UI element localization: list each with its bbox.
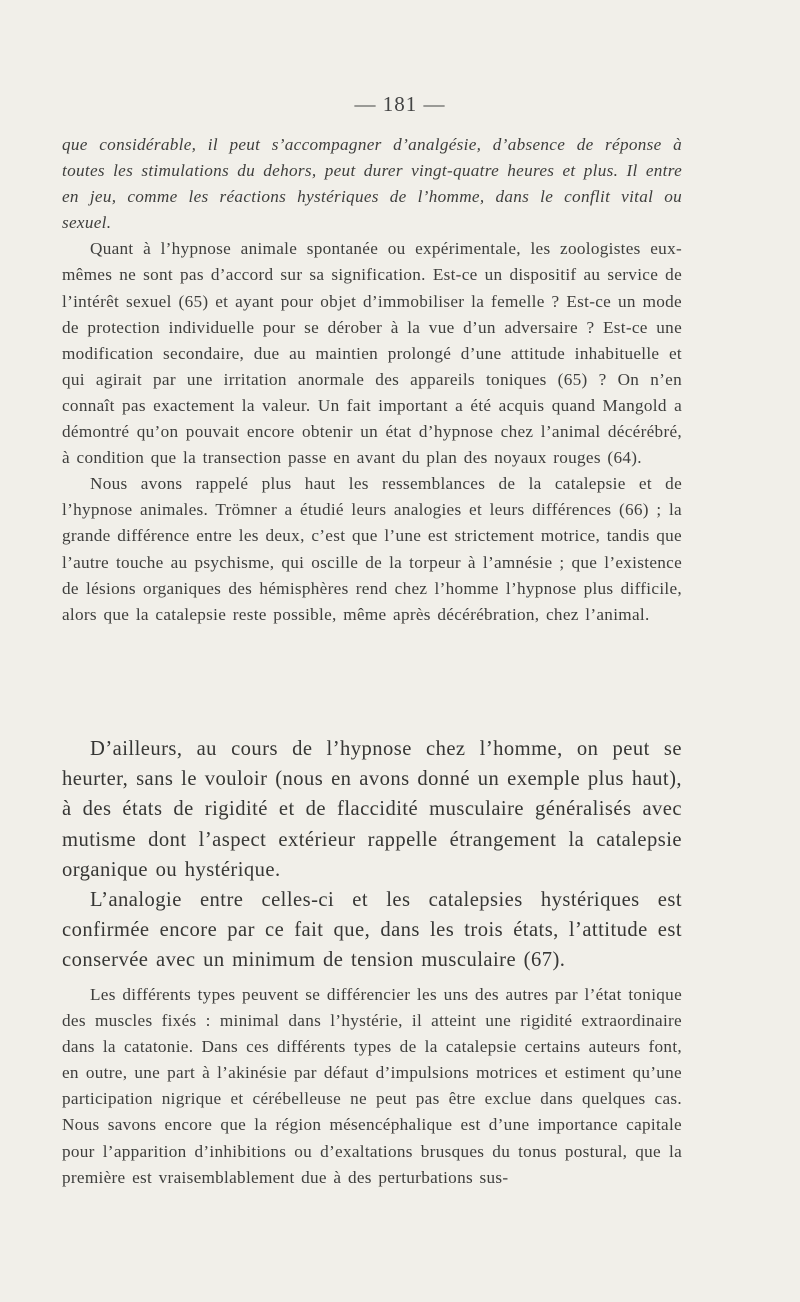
paragraph-animal-hypnosis: Quant à l’hypnose animale spontanée ou expérimentale, les zoologistes eux-mêmes ne sont pas d’accord sur sa signification. Est-ce un dispositif au service de l’intérêt sexuel (65) et ayant pour objet d’immobiliser la femelle ? Est-ce un mode de protection individuelle pour se dérober à la vue d’un adversaire ? Est-ce une modification secondaire, due au maintien prolongé d’une attitude inhabituelle et qui agirait par une irritation anormale des appareils toniques (65) ? On n’en connaît pas exactement la valeur. Un fait important a été acquis quand Mangold a démontré qu’on pouvait encore obtenir un état d’hypnose chez l’animal décérébré, à condition que la transection passe en avant du plan des noyaux rouges (64). — [62, 239, 682, 468]
paragraph-human-hypnosis: D’ailleurs, au cours de l’hypnose chez l’homme, on peut se heurter, sans le vouloir (nous en avons donné un exemple plus haut), à des états de rigidité et de flaccidité musculaire généralisés avec mutisme dont l’aspect extérieur rappelle étrangement la catalepsie organique ou hystérique. — [62, 738, 682, 881]
page-number: — 181 — — [354, 92, 446, 116]
paragraph-analogy: L’analogie entre celles-ci et les catalepsies hystériques est confirmée encore par ce fait que, dans les trois états, l’attitude est conservée avec un minimum de tension musculaire (67). — [62, 889, 682, 972]
paragraph-catalepsy-hypnosis-comparison: Nous avons rappelé plus haut les ressemblances de la catalepsie et de l’hypnose animales. Trömner a étudié leurs analogies et leurs différences (66) ; la grande différence entre les deux, c’est que l’une est strictement motrice, tandis que l’autre touche au psychisme, qui oscille de la torpeur à l’amnésie ; que l’existence de lésions organiques des hémisphères rend chez l’homme l’hypnose plus difficile, alors que la catalepsie reste possible, même après décérébration, chez l’animal. — [62, 474, 682, 624]
text-block-bottom — [62, 982, 682, 1191]
text-block-top — [62, 132, 682, 628]
paragraph-types-differentiation: Les différents types peuvent se différencier les uns des autres par l’état tonique des muscles fixés : minimal dans l’hystérie, il atteint une rigidité extraordinaire dans la catatonie. Dans ces différents types de la catalepsie certains auteurs font, en outre, une part à l’akinésie par défaut d’impulsions motrices et estiment qu’une participation nigrique et cérébelleuse ne peut pas être exclue dans quelques cas. Nous savons encore que la région mésencéphalique est d’une importance capitale pour l’apparition d’inhibitions ou d’exaltations brusques du tonus postural, que la première est vraisemblablement due à des perturbations sus- — [62, 985, 682, 1187]
italic-continuation-paragraph: que considérable, il peut s’accompagner d’analgésie, d’absence de réponse à toutes les stimulations du dehors, peut durer vingt-quatre heures et plus. Il entre en jeu, comme les réactions hystériques de l’homme, dans le conflit vital ou sexuel. — [62, 135, 682, 233]
text-block-middle — [62, 734, 682, 976]
